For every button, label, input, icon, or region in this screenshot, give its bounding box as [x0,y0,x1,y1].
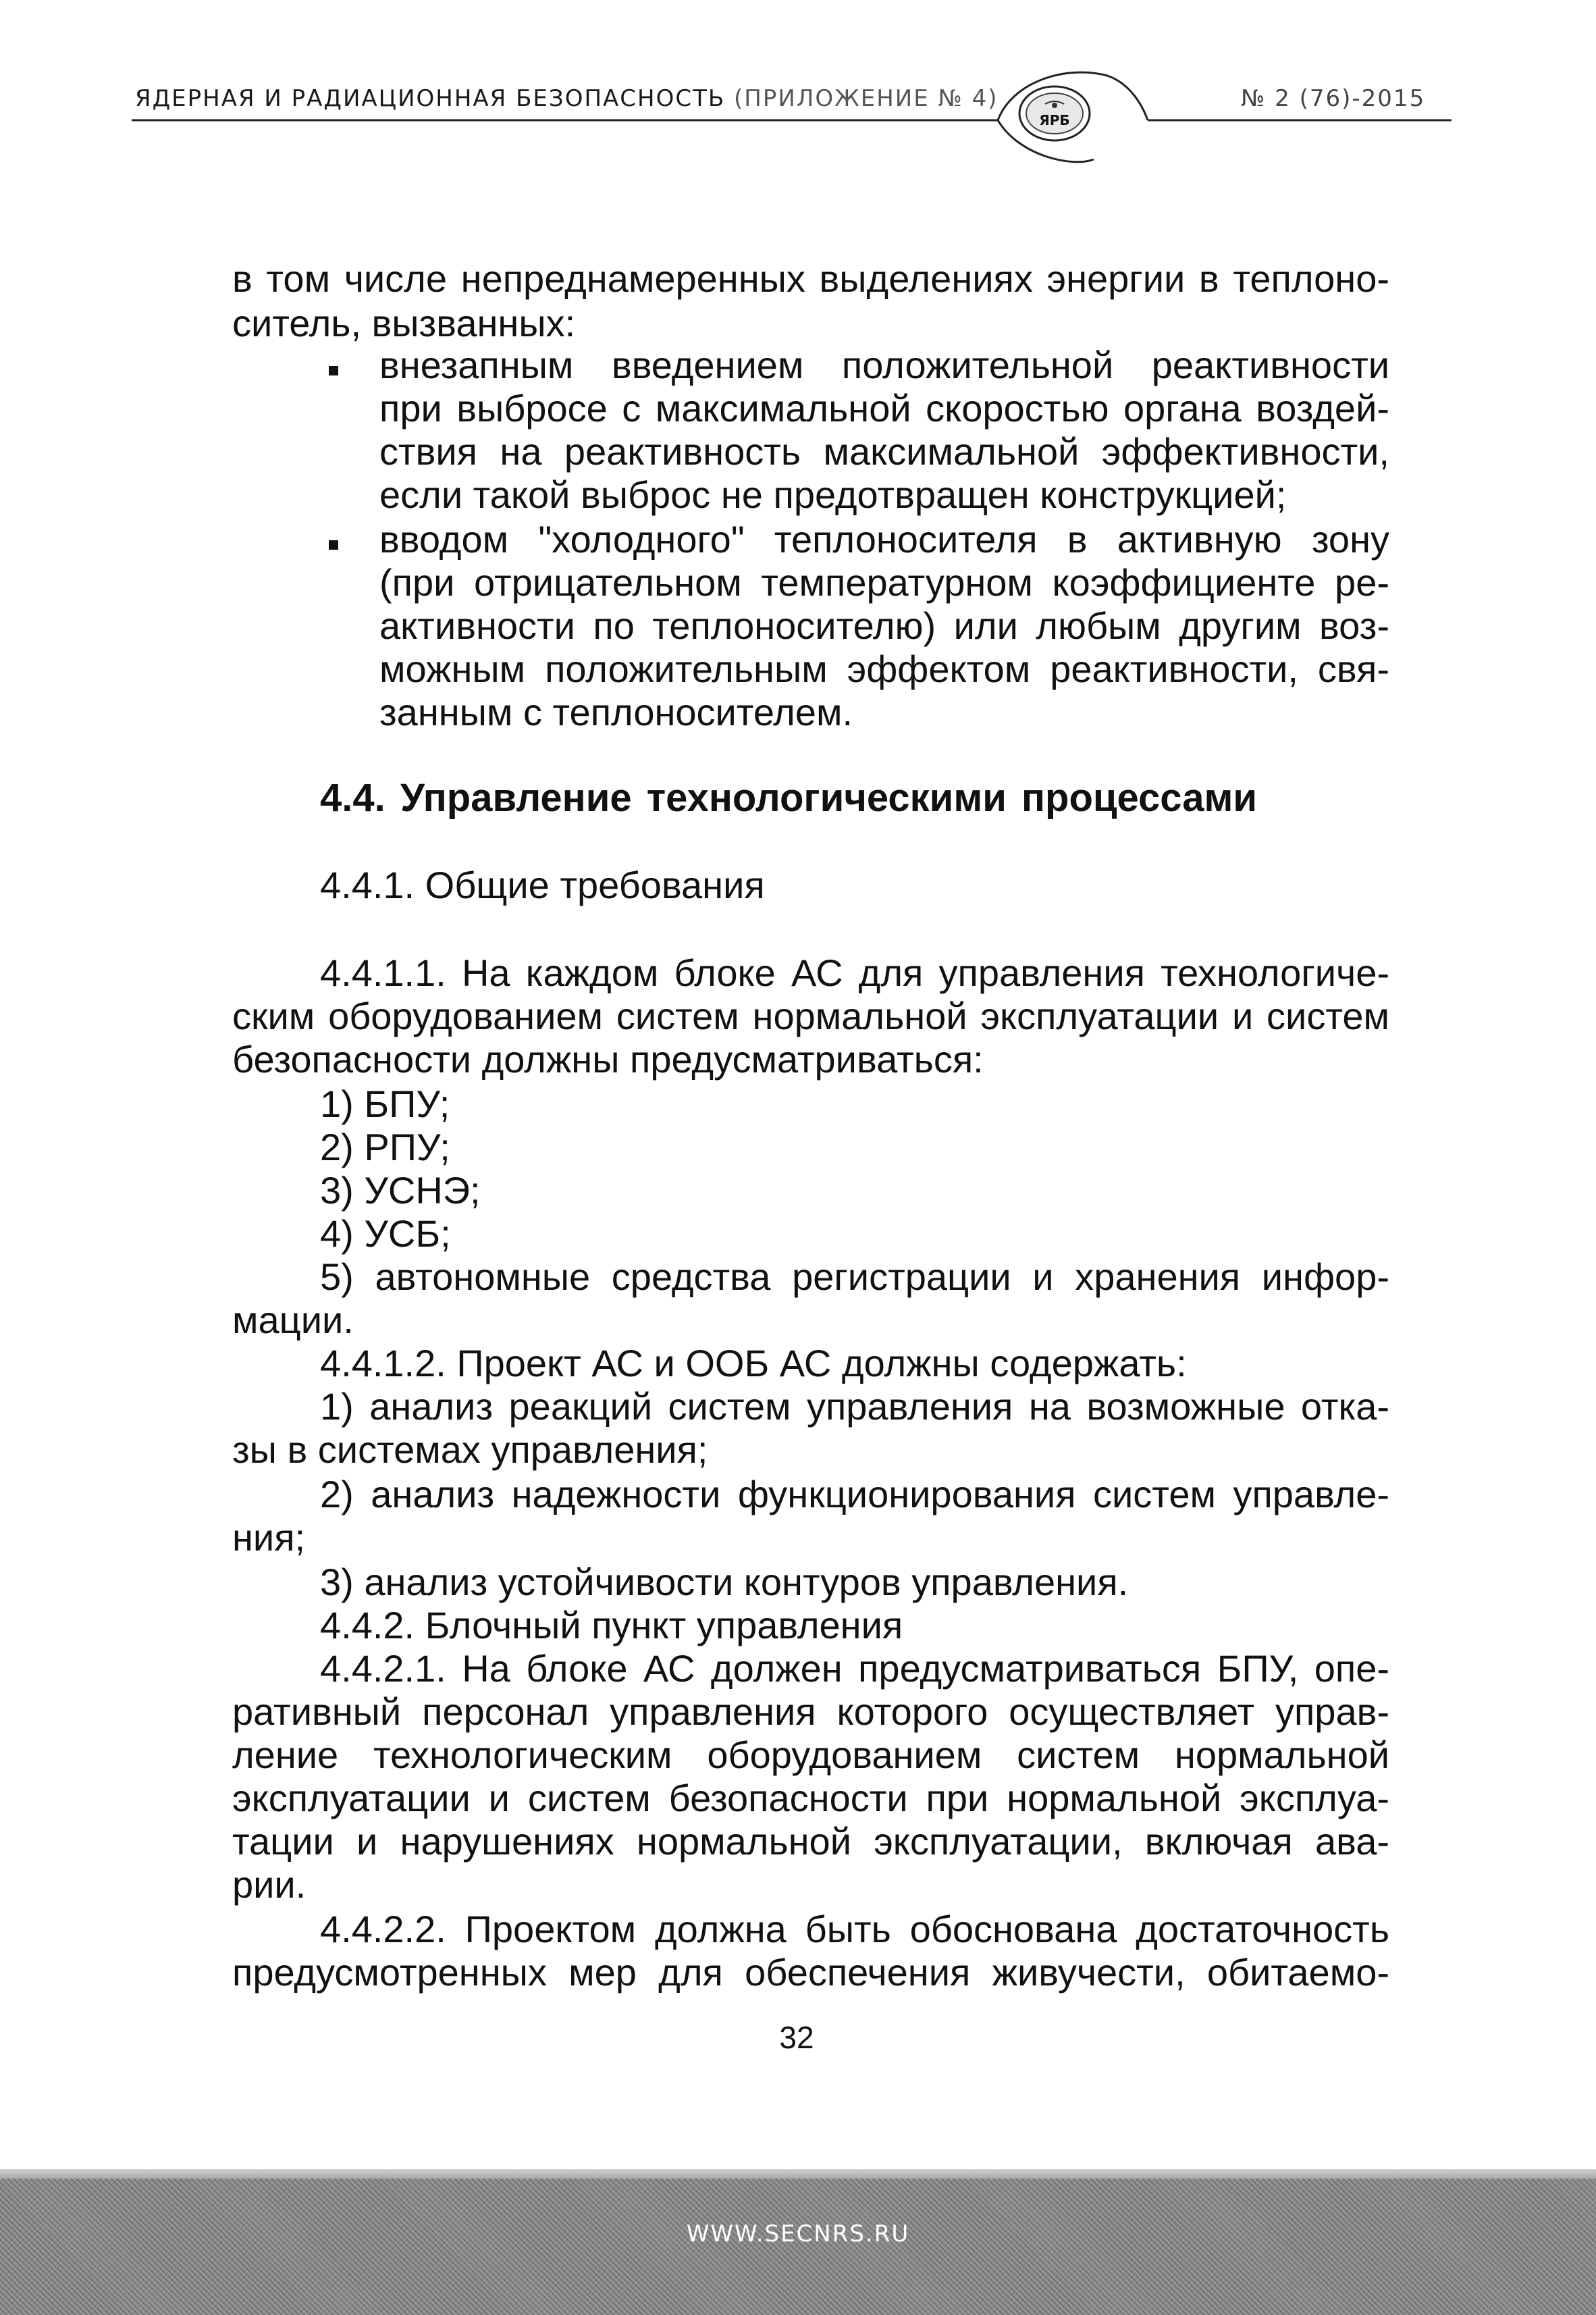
list-item-continuation: ния; [232,1516,306,1559]
para-4412: 4.4.1.2. Проект АС и ООБ АС должны содержать: [320,1342,1187,1384]
para-4422-line-2: предусмотренных мер для обеспечения живучести, обитаемо- [232,1951,1389,1994]
para-4421-line-5: тации и нарушениях нормальной эксплуатации, включая ава- [232,1820,1389,1863]
list-item: 2) РПУ; [320,1126,450,1168]
bullet-2-line-5: занным с теплоносителем. [379,691,853,733]
bullet-1-line-2: при выбросе с максимальной скоростью органа воздей- [379,387,1389,430]
list-item: 3) УСНЭ; [320,1169,481,1212]
page-header [0,0,1596,176]
bullet-1-line-1: внезапным введением положительной реактивности [379,344,1389,386]
intro-line-2: ситель, вызванных: [232,302,576,344]
journal-name: ЯДЕРНАЯ И РАДИАЦИОННАЯ БЕЗОПАСНОСТЬ [135,85,726,112]
para-4421-line-3: ление технологическим оборудованием систем нормальной [232,1734,1389,1776]
bullet-marker [329,540,338,550]
footer-website-link[interactable]: WWW.SECNRS.RU [686,2220,910,2247]
bullet-2-line-2: (при отрицательном температурном коэффициенте ре- [379,561,1389,604]
list-item: 2) анализ надежности функционирования систем управле- [320,1473,1389,1515]
list-item-continuation: зы в системах управления; [232,1428,708,1471]
para-4411-line-3: безопасности должны предусматриваться: [232,1038,984,1081]
list-item: 1) БПУ; [320,1083,450,1125]
list-item: 5) автономные средства регистрации и хранения инфор- [320,1255,1389,1298]
para-4421-line-2: ративный персонал управления которого осуществляет управ- [232,1690,1389,1733]
logo-text: ЯРБ [1039,112,1070,128]
para-4411-line-1: 4.4.1.1. На каждом блоке АС для управления технологиче- [320,952,1389,994]
bullet-marker [329,366,338,375]
intro-line-1: в том числе непреднамеренных выделениях энергии в теплоно- [232,257,1389,300]
list-item: 4) УСБ; [320,1212,451,1255]
para-4421-line-6: рии. [232,1863,307,1906]
header-rule-and-logo [0,0,1596,176]
list-item-continuation: мации. [232,1299,354,1341]
bullet-2-line-4: можным положительным эффектом реактивности, свя- [379,648,1389,690]
para-4421-line-1: 4.4.2.1. На блоке АС должен предусматриваться БПУ, опе- [320,1647,1389,1690]
subsection-heading: 4.4.1. Общие требования [320,864,765,906]
para-4421-line-4: эксплуатации и систем безопасности при нормальной эксплуа- [232,1777,1389,1819]
subsection-heading-442: 4.4.2. Блочный пункт управления [320,1604,903,1646]
section-heading: 4.4. Управление технологическими процессами [320,776,1258,820]
bullet-1-line-4: если такой выброс не предотвращен конструкцией; [379,473,1287,516]
page-number: 32 [779,2020,814,2055]
list-item: 1) анализ реакций систем управления на возможные отка- [320,1385,1389,1428]
para-4411-line-2: ским оборудованием систем нормальной эксплуатации и систем [232,995,1389,1037]
bullet-2-line-1: вводом "холодного" теплоносителя в активную зону [379,518,1389,561]
issue-number: № 2 (76)-2015 [1241,85,1426,112]
appendix-label: (ПРИЛОЖЕНИЕ № 4) [734,85,999,112]
bullet-2-line-3: активности по теплоносителю) или любым другим воз- [379,604,1389,647]
list-item: 3) анализ устойчивости контуров управления. [320,1561,1129,1603]
para-4422-line-1: 4.4.2.2. Проектом должна быть обоснована достаточность [320,1908,1389,1950]
bullet-1-line-3: ствия на реактивность максимальной эффективности, [379,430,1389,473]
